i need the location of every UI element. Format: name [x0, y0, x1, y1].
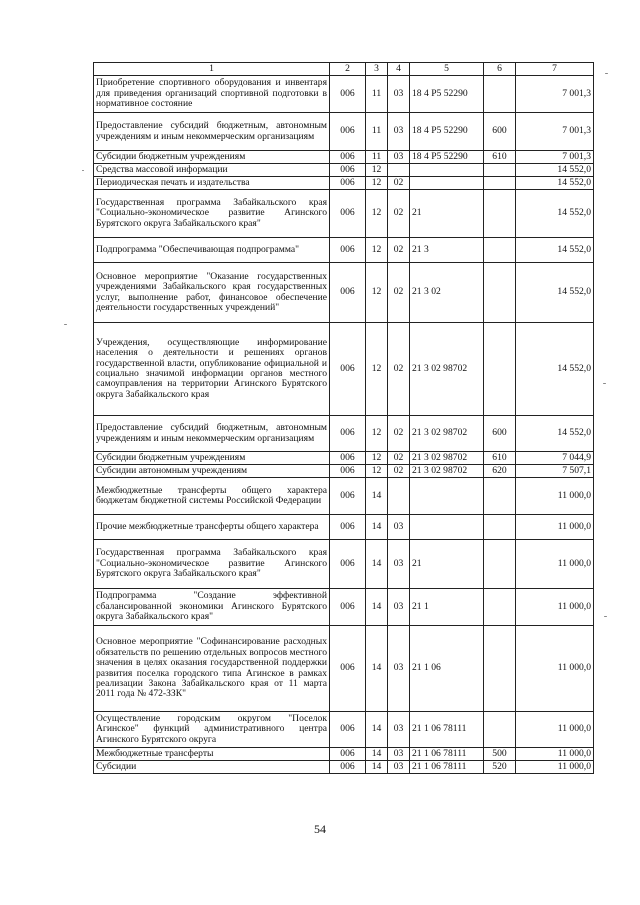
- row-section-cell: 12: [366, 190, 388, 238]
- row-expense-type-cell: [484, 712, 516, 748]
- row-subsection-cell: 02: [388, 263, 410, 323]
- row-expense-type-cell: [484, 478, 516, 515]
- row-subsection-cell: 03: [388, 748, 410, 761]
- row-subsection-cell: 03: [388, 113, 410, 151]
- row-target-article-cell: 21 3 02 98702: [410, 323, 484, 416]
- row-amount-cell: 11 000,0: [516, 478, 594, 515]
- row-subsection-cell: 03: [388, 626, 410, 712]
- table-row: [94, 626, 594, 712]
- row-target-article-cell: 18 4 P5 52290: [410, 113, 484, 151]
- row-ministry-code-cell: 006: [330, 263, 366, 323]
- row-name-cell: Основное мероприятие "Софинансирование расходных обязательств по решению отдельных вопросов местного значения в целях оказания государственной поддержки развития поселка городского типа Агинское в рамках реализации Закона Забайкальского края от 11 марта 2011 года № 472-ЗЗК": [94, 626, 330, 712]
- scan-speck: [604, 616, 607, 617]
- scan-speck: [82, 170, 84, 171]
- row-subsection-cell: 03: [388, 76, 410, 113]
- row-amount-cell: 11 000,0: [516, 515, 594, 540]
- budget-table-page: [93, 62, 593, 774]
- row-expense-type-cell: 600: [484, 113, 516, 151]
- row-expense-type-cell: 620: [484, 465, 516, 478]
- row-name-cell: Учреждения, осуществляющие информирование населения о деятельности и решениях органов государственной власти, опубликование официальной и социально значимой информации органов местного самоуправления на территории Агинского Бурятского округа Забайкальского края: [94, 323, 330, 416]
- row-amount-cell: 14 552,0: [516, 238, 594, 263]
- table-row: [94, 113, 594, 151]
- row-subsection-cell: 03: [388, 151, 410, 164]
- row-amount-cell: 7 044,9: [516, 452, 594, 465]
- table-row: [94, 416, 594, 452]
- table-body: [94, 76, 594, 774]
- row-name-cell: Субсидии бюджетным учреждениям: [94, 151, 330, 164]
- column-header: 1: [94, 63, 330, 76]
- row-section-cell: 12: [366, 323, 388, 416]
- row-target-article-cell: 18 4 P5 52290: [410, 151, 484, 164]
- row-expense-type-cell: [484, 164, 516, 177]
- table-row: [94, 151, 594, 164]
- row-amount-cell: 11 000,0: [516, 589, 594, 626]
- row-subsection-cell: 02: [388, 190, 410, 238]
- row-section-cell: 11: [366, 113, 388, 151]
- row-subsection-cell: 02: [388, 323, 410, 416]
- row-amount-cell: 14 552,0: [516, 416, 594, 452]
- row-subsection-cell: 02: [388, 238, 410, 263]
- row-ministry-code-cell: 006: [330, 589, 366, 626]
- row-subsection-cell: [388, 478, 410, 515]
- row-expense-type-cell: 610: [484, 452, 516, 465]
- row-target-article-cell: [410, 177, 484, 190]
- row-name-cell: Прочие межбюджетные трансферты общего характера: [94, 515, 330, 540]
- row-amount-cell: 7 001,3: [516, 113, 594, 151]
- table-header-row: [94, 63, 594, 76]
- row-section-cell: 12: [366, 465, 388, 478]
- row-name-cell: Субсидии бюджетным учреждениям: [94, 452, 330, 465]
- row-target-article-cell: 21 3 02 98702: [410, 452, 484, 465]
- row-ministry-code-cell: 006: [330, 540, 366, 589]
- row-name-cell: Межбюджетные трансферты: [94, 748, 330, 761]
- row-target-article-cell: 21 3 02 98702: [410, 465, 484, 478]
- row-target-article-cell: [410, 515, 484, 540]
- row-subsection-cell: 03: [388, 540, 410, 589]
- row-amount-cell: 11 000,0: [516, 748, 594, 761]
- row-amount-cell: 14 552,0: [516, 190, 594, 238]
- row-target-article-cell: [410, 164, 484, 177]
- row-subsection-cell: 03: [388, 589, 410, 626]
- row-name-cell: Межбюджетные трансферты общего характера бюджетам бюджетной системы Российской Федерации: [94, 478, 330, 515]
- table-row: [94, 465, 594, 478]
- row-expense-type-cell: [484, 177, 516, 190]
- row-ministry-code-cell: 006: [330, 151, 366, 164]
- row-ministry-code-cell: 006: [330, 748, 366, 761]
- table-row: [94, 177, 594, 190]
- table-row: [94, 478, 594, 515]
- row-ministry-code-cell: 006: [330, 626, 366, 712]
- row-section-cell: 14: [366, 761, 388, 774]
- row-subsection-cell: 03: [388, 515, 410, 540]
- row-section-cell: 14: [366, 540, 388, 589]
- row-ministry-code-cell: 006: [330, 238, 366, 263]
- row-amount-cell: 11 000,0: [516, 540, 594, 589]
- row-section-cell: 14: [366, 515, 388, 540]
- row-ministry-code-cell: 006: [330, 478, 366, 515]
- row-name-cell: Субсидии: [94, 761, 330, 774]
- column-header: 6: [484, 63, 516, 76]
- row-name-cell: Осуществление городским округом "Поселок Агинское" функций административного центра Агинского Бурятского округа: [94, 712, 330, 748]
- row-subsection-cell: 02: [388, 452, 410, 465]
- row-expense-type-cell: 500: [484, 748, 516, 761]
- row-subsection-cell: 02: [388, 465, 410, 478]
- row-name-cell: Средства массовой информации: [94, 164, 330, 177]
- row-ministry-code-cell: 006: [330, 113, 366, 151]
- row-amount-cell: 11 000,0: [516, 761, 594, 774]
- row-ministry-code-cell: 006: [330, 190, 366, 238]
- row-ministry-code-cell: 006: [330, 323, 366, 416]
- column-header: 7: [516, 63, 594, 76]
- row-subsection-cell: 03: [388, 761, 410, 774]
- row-subsection-cell: [388, 164, 410, 177]
- row-target-article-cell: 21 3 02 98702: [410, 416, 484, 452]
- row-expense-type-cell: 600: [484, 416, 516, 452]
- row-name-cell: Периодическая печать и издательства: [94, 177, 330, 190]
- row-section-cell: 12: [366, 177, 388, 190]
- row-ministry-code-cell: 006: [330, 712, 366, 748]
- row-section-cell: 11: [366, 76, 388, 113]
- column-header: 2: [330, 63, 366, 76]
- scan-speck: [64, 324, 67, 325]
- row-target-article-cell: 21: [410, 540, 484, 589]
- row-target-article-cell: [410, 478, 484, 515]
- row-amount-cell: 14 552,0: [516, 323, 594, 416]
- row-section-cell: 14: [366, 748, 388, 761]
- row-section-cell: 14: [366, 478, 388, 515]
- row-expense-type-cell: [484, 589, 516, 626]
- row-target-article-cell: 21 1: [410, 589, 484, 626]
- row-ministry-code-cell: 006: [330, 761, 366, 774]
- row-amount-cell: 7 001,3: [516, 76, 594, 113]
- row-subsection-cell: 02: [388, 416, 410, 452]
- row-ministry-code-cell: 006: [330, 177, 366, 190]
- budget-table: [93, 62, 594, 774]
- scan-speck: [603, 383, 606, 384]
- table-row: [94, 712, 594, 748]
- row-section-cell: 12: [366, 164, 388, 177]
- row-name-cell: Основное мероприятие "Оказание государственных учреждениями Забайкальского края государственных услуг, выполнение работ, финансовое обеспечение деятельности государственных учреждений": [94, 263, 330, 323]
- row-ministry-code-cell: 006: [330, 76, 366, 113]
- row-expense-type-cell: [484, 515, 516, 540]
- table-row: [94, 263, 594, 323]
- row-target-article-cell: 18 4 P5 52290: [410, 76, 484, 113]
- row-amount-cell: 7 001,3: [516, 151, 594, 164]
- row-ministry-code-cell: 006: [330, 452, 366, 465]
- row-amount-cell: 11 000,0: [516, 626, 594, 712]
- row-target-article-cell: 21 1 06 78111: [410, 748, 484, 761]
- table-row: [94, 76, 594, 113]
- row-amount-cell: 14 552,0: [516, 164, 594, 177]
- row-name-cell: Государственная программа Забайкальского края "Социально-экономическое развитие Агинского Бурятского округа Забайкальского края": [94, 540, 330, 589]
- row-name-cell: Подпрограмма "Обеспечивающая подпрограмма": [94, 238, 330, 263]
- row-target-article-cell: 21 3 02: [410, 263, 484, 323]
- row-target-article-cell: 21 1 06 78111: [410, 712, 484, 748]
- row-target-article-cell: 21 1 06 78111: [410, 761, 484, 774]
- row-amount-cell: 7 507,1: [516, 465, 594, 478]
- row-name-cell: Предоставление субсидий бюджетным, автономным учреждениям и иным некоммерческим организациям: [94, 416, 330, 452]
- column-header: 5: [410, 63, 484, 76]
- row-section-cell: 11: [366, 151, 388, 164]
- page-number: 54: [314, 822, 326, 836]
- row-ministry-code-cell: 006: [330, 465, 366, 478]
- table-row: [94, 164, 594, 177]
- row-name-cell: Предоставление субсидий бюджетным, автономным учреждениям и иным некоммерческим организациям: [94, 113, 330, 151]
- table-row: [94, 589, 594, 626]
- row-section-cell: 12: [366, 452, 388, 465]
- scan-speck: [605, 73, 608, 74]
- row-expense-type-cell: [484, 238, 516, 263]
- row-expense-type-cell: [484, 190, 516, 238]
- column-header: 3: [366, 63, 388, 76]
- row-ministry-code-cell: 006: [330, 416, 366, 452]
- row-section-cell: 14: [366, 626, 388, 712]
- row-expense-type-cell: [484, 540, 516, 589]
- row-name-cell: Субсидии автономным учреждениям: [94, 465, 330, 478]
- row-target-article-cell: 21 3: [410, 238, 484, 263]
- row-amount-cell: 11 000,0: [516, 712, 594, 748]
- table-row: [94, 748, 594, 761]
- row-target-article-cell: 21: [410, 190, 484, 238]
- row-subsection-cell: 03: [388, 712, 410, 748]
- table-row: [94, 515, 594, 540]
- table-row: [94, 452, 594, 465]
- row-section-cell: 14: [366, 589, 388, 626]
- row-name-cell: Приобретение спортивного оборудования и инвентаря для приведения организаций спортивной подготовки в нормативное состояние: [94, 76, 330, 113]
- row-amount-cell: 14 552,0: [516, 263, 594, 323]
- column-header: 4: [388, 63, 410, 76]
- table-row: [94, 761, 594, 774]
- row-target-article-cell: 21 1 06: [410, 626, 484, 712]
- row-name-cell: Подпрограмма "Создание эффективной сбалансированной экономики Агинского Бурятского округа Забайкальского края": [94, 589, 330, 626]
- row-ministry-code-cell: 006: [330, 164, 366, 177]
- row-expense-type-cell: [484, 626, 516, 712]
- row-expense-type-cell: 610: [484, 151, 516, 164]
- table-row: [94, 540, 594, 589]
- row-amount-cell: 14 552,0: [516, 177, 594, 190]
- table-row: [94, 190, 594, 238]
- row-section-cell: 12: [366, 238, 388, 263]
- row-expense-type-cell: 520: [484, 761, 516, 774]
- row-ministry-code-cell: 006: [330, 515, 366, 540]
- row-expense-type-cell: [484, 263, 516, 323]
- row-expense-type-cell: [484, 76, 516, 113]
- row-expense-type-cell: [484, 323, 516, 416]
- row-subsection-cell: 02: [388, 177, 410, 190]
- row-section-cell: 14: [366, 712, 388, 748]
- table-row: [94, 238, 594, 263]
- row-name-cell: Государственная программа Забайкальского края "Социально-экономическое развитие Агинского Бурятского округа Забайкальского края": [94, 190, 330, 238]
- row-section-cell: 12: [366, 416, 388, 452]
- table-row: [94, 323, 594, 416]
- row-section-cell: 12: [366, 263, 388, 323]
